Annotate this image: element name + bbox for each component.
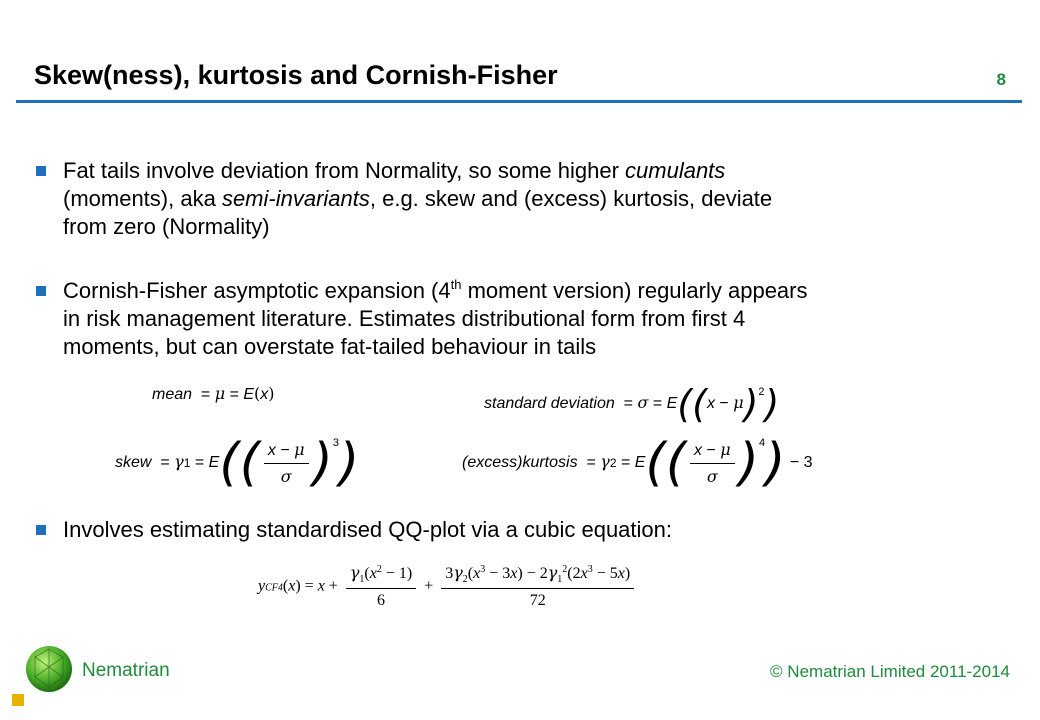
bullet-text-emphasis: cumulants xyxy=(625,158,726,183)
bullet-text-part: moment version) regularly appears xyxy=(461,278,808,303)
bullet-square-icon xyxy=(36,525,46,535)
footer-copyright: © Nematrian Limited 2011-2014 xyxy=(770,662,1010,681)
equation-label: (excess)kurtosis xyxy=(462,454,578,472)
bullet-qq-plot xyxy=(36,516,936,546)
equation-skew: skew = γ1 = E(( $\frac{x - \mu}{\sigma}$ )$^3$) xyxy=(115,433,360,493)
equation-standard-deviation: standard deviation = $\sigma = E((x - \mu)^2)$ xyxy=(484,382,780,426)
footer-brand: Nematrian xyxy=(82,660,170,681)
equation-label: skew xyxy=(115,454,152,472)
equation-kurtosis: (excess)kurtosis = γ2 = E(( $\frac{x - \mu}{\sigma}$ )$^4$) − 3 xyxy=(462,433,813,493)
bullet-square-icon xyxy=(36,166,46,176)
equation-label: standard xyxy=(484,395,547,413)
superscript-th: th xyxy=(450,277,462,292)
bullet-text: Involves estimating standardised QQ-plot via a cubic equation: xyxy=(63,517,672,542)
equation-cornish-fisher: yCF4(x) = x + $\frac{\gamma_1(x^2 - 1)}{6}$ + $\frac{3\gamma_2(x^3 - 3x) - 2\gamma_1^2(2x^3 - 5x)}{72}$ xyxy=(258,563,638,610)
bullet-text-part: moments, but can overstate fat-tailed behaviour in tails xyxy=(63,334,597,359)
bullet-text-emphasis: semi-invariants xyxy=(221,186,370,211)
bullet-text-part: (moments), aka xyxy=(63,186,222,211)
nematrian-globe-logo-icon xyxy=(24,643,74,695)
slide-title: Skew(ness), kurtosis and Cornish-Fisher xyxy=(34,60,558,90)
equation-label: deviation xyxy=(550,395,615,413)
page-number: 8 xyxy=(996,70,1006,89)
bullet-text-part: Cornish-Fisher asymptotic expansion (4 xyxy=(63,278,451,303)
equation-label: mean xyxy=(152,386,193,403)
bullet-text-part: , e.g. skew and (excess) kurtosis, deviate xyxy=(369,186,773,211)
bullet-cornish-fisher xyxy=(36,277,996,367)
equation-mean: mean = μ = E(x) xyxy=(152,384,275,403)
bullet-text xyxy=(63,157,772,241)
bullet-text-part: Fat tails involve deviation from Normality, so some higher xyxy=(63,158,626,183)
bullet-square-icon xyxy=(36,286,46,296)
corner-marker xyxy=(12,694,24,706)
equation-constant: 3 xyxy=(803,454,813,472)
bullet-fat-tails xyxy=(36,157,976,247)
bullet-text-part: from zero (Normality) xyxy=(63,214,270,239)
bullet-text xyxy=(63,277,808,361)
title-divider xyxy=(16,100,1022,103)
bullet-text-part: in risk management literature. Estimates distributional form from first 4 xyxy=(63,306,746,331)
